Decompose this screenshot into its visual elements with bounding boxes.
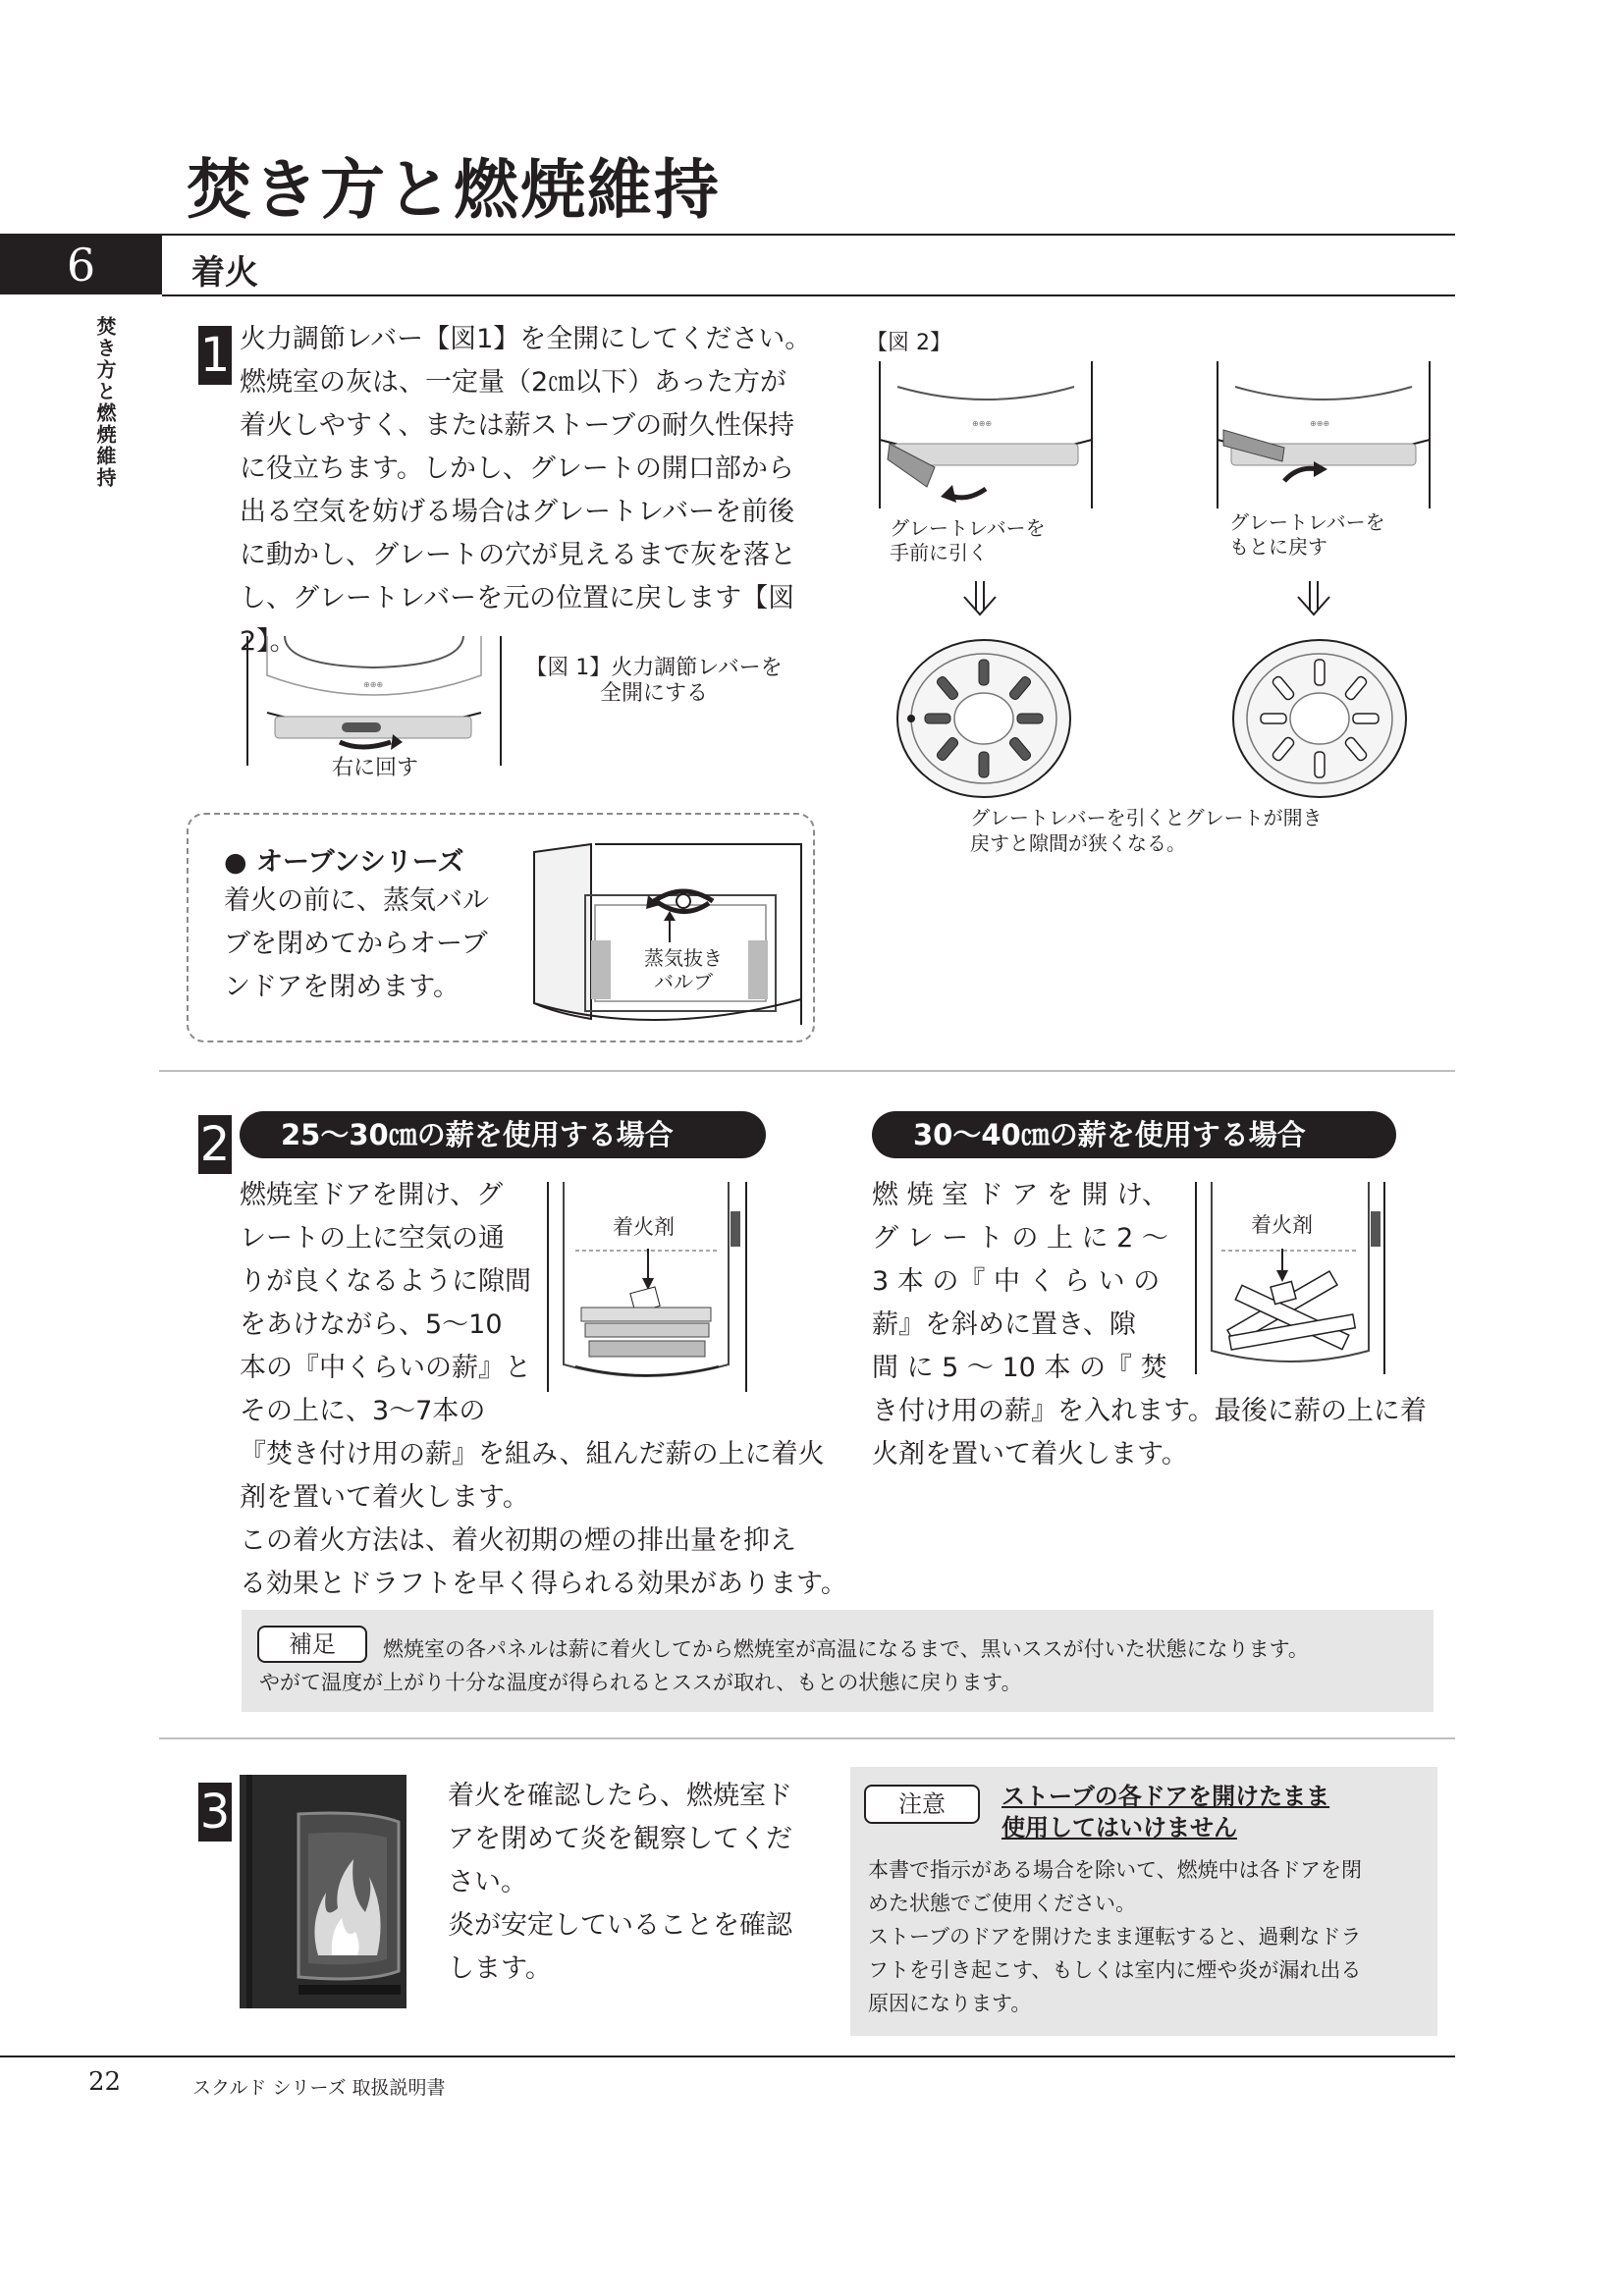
page-number: 22 [88, 2067, 122, 2097]
svg-text:⊕⊕⊕: ⊕⊕⊕ [363, 680, 384, 689]
step2-left-line: この着火方法は、着火初期の煙の排出量を抑え [240, 1525, 796, 1556]
step2-left-line: 『焚き付け用の薪』を組み、組んだ薪の上に着火 [240, 1439, 825, 1469]
caution-line: フトを引き起こす、もしくは室内に煙や炎が漏れ出る [868, 1958, 1362, 1982]
step1-line: 燃焼室の灰は、一定量（2㎝以下）あった方が [240, 367, 786, 398]
step1-text [240, 318, 848, 664]
fig2-caption-line: 戻すと隙間が狭くなる。 [970, 831, 1186, 855]
step2-left-line: その上に、3～7本の [240, 1396, 486, 1426]
step2-left-line: 本の『中くらいの薪』と [240, 1353, 531, 1383]
fire-starter-label-right: 着火剤 [1251, 1209, 1313, 1239]
step1-line: に動かし、グレートの穴が見えるまで灰を落と [240, 540, 796, 570]
caution-line: 本書で指示がある場合を除いて、燃焼中は各ドアを閉 [868, 1858, 1362, 1882]
supplement-line: やがて温度が上がり十分な温度が得られるとススが取れ、もとの状態に戻ります。 [259, 1671, 1022, 1694]
caution-title-line: 使用してはいけません [1001, 1814, 1237, 1842]
step2-right-line: 火剤を置いて着火します。 [872, 1439, 1188, 1469]
step2-right-line: 3 本 の『 中 く ら い の [872, 1266, 1161, 1297]
manual-title: スクルド シリーズ 取扱説明書 [192, 2077, 446, 2099]
fig2-right-label [1229, 510, 1385, 560]
fig2-left-label-line: グレートレバーを [890, 516, 1046, 540]
step1-line: 出る空気を妨げる場合はグレートレバーを前後 [240, 497, 795, 527]
footer-rule [0, 2056, 1455, 2057]
fire-starter-label-left: 着火剤 [613, 1211, 675, 1241]
grate-closed-icon [1231, 638, 1408, 799]
step-number-1: 1 [199, 328, 231, 383]
step2-left-line: 剤を置いて着火します。 [240, 1482, 529, 1513]
step3-line: します。 [448, 1953, 552, 1984]
step-number-3: 3 [199, 1785, 231, 1840]
fig2-left-label-line: 手前に引く [890, 541, 988, 564]
valve-label-line: バルブ [654, 970, 713, 993]
step2-left-line: る効果とドラフトを早く得られる効果があります。 [240, 1569, 847, 1599]
oven-line: 着火の前に、蒸気バル [224, 885, 489, 916]
step3-line: アを閉めて炎を観察してくだ [448, 1824, 792, 1854]
section-title: 着火 [191, 253, 258, 293]
pill-30-40cm: 30～40㎝の薪を使用する場合 [872, 1111, 1396, 1158]
fig2-caption-line: グレートレバーを引くとグレートが開き [970, 806, 1323, 829]
divider [159, 1737, 1455, 1739]
oven-line: ンドアを閉めます。 [224, 972, 460, 1002]
valve-label-line: 蒸気抜き [644, 946, 723, 970]
fig2-label: 【図 2】 [866, 331, 951, 355]
caution-line: めた状態でご使用ください。 [868, 1892, 1136, 1915]
supplement-tag: 補足 [257, 1626, 367, 1663]
step1-line: 着火しやすく、または薪ストーブの耐久性保持 [240, 410, 795, 441]
fig2-left-label [890, 516, 1046, 565]
step2-left-line: 燃焼室ドアを開け、グ [240, 1180, 504, 1210]
caution-title [1001, 1781, 1329, 1843]
fig2-right-label-line: もとに戻す [1229, 535, 1327, 559]
down-arrow-icon [1296, 581, 1331, 616]
page-title: 焚き方と燃焼維持 [187, 151, 721, 228]
step-number-2: 2 [199, 1117, 231, 1172]
supplement-line: 燃焼室の各パネルは薪に着火してから燃焼室が高温になるまで、黒いススが付いた状態になります。 [383, 1637, 1309, 1661]
caution-text [868, 1853, 1362, 2020]
step2-right-line: 間 に 5 ～ 10 本 の『 焚 [872, 1353, 1167, 1383]
section-rule [162, 294, 1455, 296]
svg-text:⊕⊕⊕: ⊕⊕⊕ [1310, 419, 1330, 428]
step3-line: 炎が安定していることを確認 [448, 1910, 792, 1941]
step2-left-line: をあけながら、5～10 [240, 1309, 503, 1340]
oven-illustration [526, 832, 807, 1029]
step2-right-line: グ レ ー ト の 上 に 2 ～ [872, 1223, 1168, 1254]
step3-line: さい。 [448, 1867, 527, 1897]
caution-line: 原因になります。 [868, 1992, 1032, 2015]
step2-right-line: 燃 焼 室 ド ア を 開 け、 [872, 1180, 1168, 1210]
step1-line: し、グレートレバーを元の位置に戻します【図2】。 [240, 583, 795, 657]
fig1-illustration [245, 636, 503, 770]
svg-text:⊕⊕⊕: ⊕⊕⊕ [972, 419, 993, 428]
valve-label [634, 946, 732, 993]
step2-left-text [240, 1174, 847, 1606]
caution-title-line: ストーブの各ドアを開けたまま [1001, 1783, 1330, 1810]
oven-text [224, 880, 489, 1009]
step2-right-line: き付け用の薪』を入れます。最後に薪の上に着 [872, 1396, 1427, 1426]
caution-tag: 注意 [864, 1785, 980, 1824]
fig2-stove-left [878, 361, 1094, 508]
step1-line: 火力調節レバー【図1】を全開にしてください。 [240, 324, 812, 354]
oven-heading: ● オーブンシリーズ [224, 847, 464, 878]
stove-flame-photo [240, 1775, 406, 2008]
divider [159, 1070, 1455, 1072]
title-rule [0, 234, 1455, 236]
caution-line: ストーブのドアを開けたまま運転すると、過剰なドラ [868, 1925, 1362, 1949]
oven-line: ブを閉めてからオーブ [224, 929, 488, 959]
step3-text [448, 1775, 792, 1991]
fig2-stove-right [1216, 361, 1432, 508]
down-arrow-icon [962, 581, 998, 616]
pill-25-30cm: 25～30㎝の薪を使用する場合 [240, 1111, 766, 1158]
side-tab: 焚き方と燃焼維持 [93, 316, 117, 489]
step1-line: に役立ちます。しかし、グレートの開口部から [240, 454, 794, 484]
fig1-caption [516, 656, 791, 707]
step2-right-line: 薪』を斜めに置き、隙 [872, 1309, 1136, 1340]
fig1-arrow-label: 右に回す [332, 756, 419, 780]
fig1-caption-line: 全開にする [599, 681, 708, 706]
step3-line: 着火を確認したら、燃焼室ド [448, 1781, 792, 1811]
step2-left-line: りが良くなるように隙間 [240, 1266, 531, 1297]
section-number: 6 [0, 236, 162, 294]
fig2-right-label-line: グレートレバーを [1229, 510, 1385, 534]
fig1-caption-line: 【図 1】火力調節レバーを [525, 656, 783, 680]
step2-left-line: レートの上に空気の通 [240, 1223, 505, 1254]
grate-open-icon [895, 638, 1072, 799]
fig2-caption [970, 805, 1323, 856]
